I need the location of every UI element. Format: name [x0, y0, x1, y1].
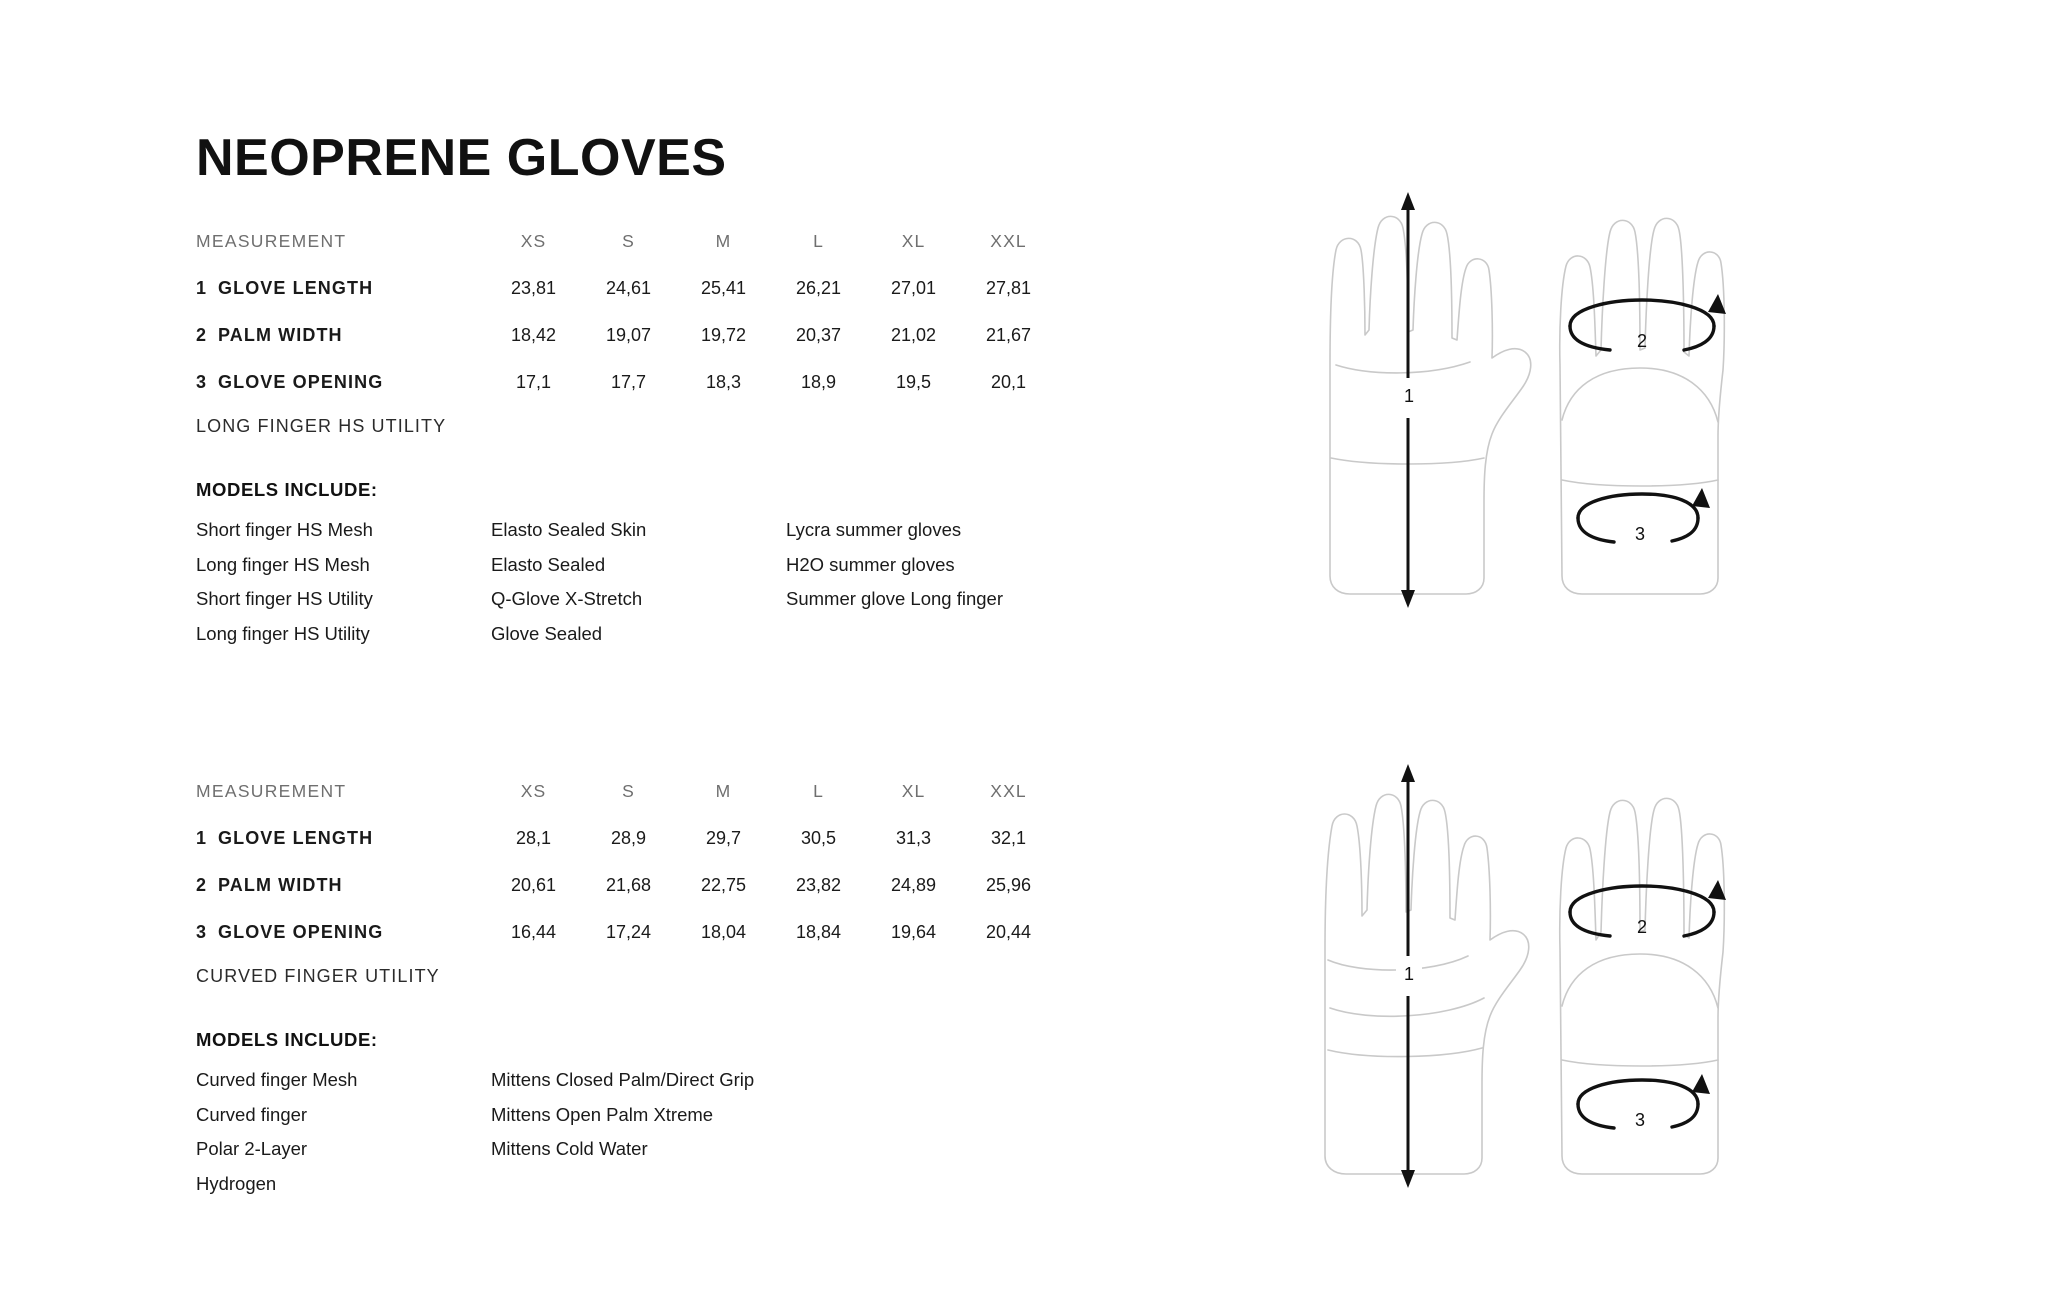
measure-arrow-length: [1396, 764, 1422, 1188]
row-number: 2: [196, 325, 207, 345]
header-xs: XS: [520, 231, 547, 251]
table-row: [196, 312, 1056, 359]
cell-l: 30,5: [800, 828, 837, 848]
header-s: S: [622, 231, 635, 251]
models-include-heading: MODELS INCLUDE:: [196, 479, 378, 500]
cell-l: 18,9: [800, 372, 837, 392]
header-xxl: XXL: [990, 781, 1027, 801]
cell-xl: 27,01: [890, 278, 937, 298]
list-item: Glove Sealed: [491, 622, 603, 644]
cell-xxl: 27,81: [985, 278, 1032, 298]
header-xs: XS: [520, 781, 547, 801]
row-number: 1: [196, 278, 207, 298]
measure-label-1: 1: [1403, 386, 1415, 406]
page-title: NEOPRENE GLOVES: [196, 129, 727, 187]
row-label-glove-opening: [196, 909, 486, 956]
cell-s: 19,07: [605, 325, 652, 345]
measure-label-2: 2: [1636, 331, 1648, 351]
header-l: L: [813, 231, 824, 251]
table-row: [196, 909, 1056, 956]
table-row: [196, 265, 1056, 312]
header-xl: XL: [901, 781, 926, 801]
cell-xl: 24,89: [890, 875, 937, 895]
models-column-2: [491, 1063, 786, 1201]
list-item: Short finger HS Utility: [196, 588, 373, 609]
cell-xs: 18,42: [510, 325, 557, 345]
models-column-1: [196, 513, 491, 651]
row-number: 3: [196, 922, 207, 942]
table-header-row: [196, 218, 1056, 265]
list-item: Q-Glove X-Stretch: [491, 588, 643, 609]
row-label-glove-length: [196, 265, 486, 312]
models-include-heading: MODELS INCLUDE:: [196, 1029, 378, 1050]
arrow-head-opening: [1692, 1074, 1710, 1094]
cell-xxl: 32,1: [990, 828, 1027, 848]
row-name: GLOVE OPENING: [218, 372, 384, 392]
measure-label-1: 1: [1403, 964, 1415, 984]
cell-s: 24,61: [605, 278, 652, 298]
section-neoprene-gloves-long-finger: [196, 218, 1096, 651]
cell-xl: 31,3: [895, 828, 932, 848]
row-name: GLOVE LENGTH: [218, 828, 374, 848]
measure-label-3: 3: [1634, 524, 1646, 544]
models-column-1: [196, 1063, 491, 1201]
list-item: Short finger HS Mesh: [196, 519, 373, 540]
row-number: 2: [196, 875, 207, 895]
table-row: [196, 359, 1056, 406]
cell-l: 20,37: [795, 325, 842, 345]
section-neoprene-gloves-curved-finger: [196, 768, 1096, 1201]
row-number: 1: [196, 828, 207, 848]
cell-xl: 21,02: [890, 325, 937, 345]
cell-l: 18,84: [795, 922, 842, 942]
cell-xs: 28,1: [515, 828, 552, 848]
header-xxl: XXL: [990, 231, 1027, 251]
list-item: Curved finger Mesh: [196, 1069, 358, 1090]
row-label-palm-width: [196, 862, 486, 909]
list-item: Mittens Open Palm Xtreme: [491, 1103, 714, 1125]
cell-xs: 23,81: [510, 278, 557, 298]
glove-diagram-curved-finger: [1270, 760, 1890, 1195]
cell-xxl: 20,44: [985, 922, 1032, 942]
cell-xxl: 25,96: [985, 875, 1032, 895]
cell-m: 18,3: [705, 372, 742, 392]
glove-back-outline: [1330, 216, 1531, 594]
cell-xl: 19,64: [890, 922, 937, 942]
cell-m: 25,41: [700, 278, 747, 298]
size-table-1: [196, 218, 1056, 406]
row-label-glove-length: [196, 815, 486, 862]
row-label-glove-opening: [196, 359, 486, 406]
arrow-head-opening: [1692, 488, 1710, 508]
list-item: Elasto Sealed: [491, 553, 606, 575]
row-label-palm-width: [196, 312, 486, 359]
list-item: Lycra summer gloves: [786, 519, 962, 540]
list-item: Summer glove Long finger: [786, 588, 1003, 609]
list-item: Mittens Closed Palm/Direct Grip: [491, 1069, 755, 1090]
list-item: Elasto Sealed Skin: [491, 519, 647, 540]
table-caption: LONG FINGER HS UTILITY: [196, 416, 447, 436]
header-xl: XL: [901, 231, 926, 251]
cell-m: 29,7: [705, 828, 742, 848]
header-l: L: [813, 781, 824, 801]
models-include-list: [196, 1063, 1096, 1201]
table-row: [196, 862, 1056, 909]
header-m: M: [715, 231, 732, 251]
models-column-3: [786, 513, 1081, 651]
list-item: Long finger HS Mesh: [196, 553, 370, 575]
models-column-3: [786, 1063, 1081, 1201]
cell-m: 18,04: [700, 922, 747, 942]
glove-back-outline: [1325, 794, 1529, 1174]
row-name: GLOVE OPENING: [218, 922, 384, 942]
measure-label-2: 2: [1636, 917, 1648, 937]
cell-l: 26,21: [795, 278, 842, 298]
list-item: H2O summer gloves: [786, 553, 955, 575]
table-row: [196, 815, 1056, 862]
cell-s: 28,9: [610, 828, 647, 848]
list-item: Mittens Cold Water: [491, 1138, 648, 1159]
row-name: PALM WIDTH: [218, 875, 343, 895]
size-table-2: [196, 768, 1056, 956]
cell-xxl: 21,67: [985, 325, 1032, 345]
cell-m: 22,75: [700, 875, 747, 895]
cell-s: 21,68: [605, 875, 652, 895]
header-m: M: [715, 781, 732, 801]
cell-xs: 20,61: [510, 875, 557, 895]
table-header-row: [196, 768, 1056, 815]
cell-m: 19,72: [700, 325, 747, 345]
list-item: Polar 2-Layer: [196, 1138, 308, 1159]
row-number: 3: [196, 372, 207, 392]
models-column-2: [491, 513, 786, 651]
header-s: S: [622, 781, 635, 801]
measure-label-3: 3: [1634, 1110, 1646, 1130]
header-measurement: MEASUREMENT: [196, 231, 347, 251]
row-name: GLOVE LENGTH: [218, 278, 374, 298]
models-include-list: [196, 513, 1096, 651]
header-measurement: MEASUREMENT: [196, 781, 347, 801]
row-name: PALM WIDTH: [218, 325, 343, 345]
table-caption: CURVED FINGER UTILITY: [196, 966, 440, 986]
cell-xs: 16,44: [510, 922, 557, 942]
cell-l: 23,82: [795, 875, 842, 895]
glove-diagram-long-finger: [1270, 190, 1890, 615]
list-item: Curved finger: [196, 1103, 308, 1125]
cell-xs: 17,1: [515, 372, 552, 392]
cell-s: 17,24: [605, 922, 652, 942]
cell-s: 17,7: [610, 372, 647, 392]
list-item: Hydrogen: [196, 1172, 277, 1194]
cell-xxl: 20,1: [990, 372, 1027, 392]
list-item: Long finger HS Utility: [196, 622, 370, 644]
cell-xl: 19,5: [895, 372, 932, 392]
